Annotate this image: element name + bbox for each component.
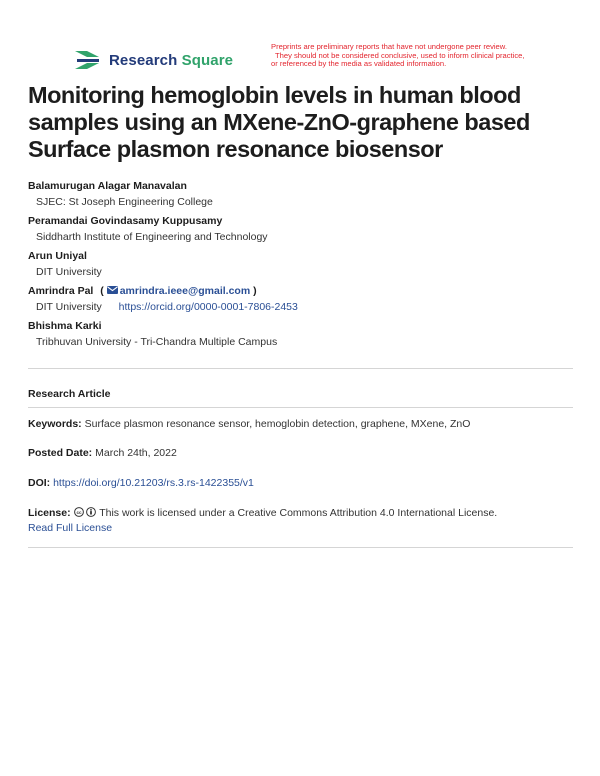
cc-by-icon <box>86 507 96 517</box>
author-affiliation: DIT University <box>36 266 102 278</box>
author-affiliation: Siddharth Institute of Engineering and Technology <box>36 231 268 243</box>
research-square-logo-icon <box>73 48 103 72</box>
read-full-license-link[interactable]: Read Full License <box>28 522 113 534</box>
author-name: Arun Uniyal <box>28 250 87 262</box>
logo-brand-square: Square <box>181 51 234 69</box>
logo-text <box>109 52 233 69</box>
section-divider <box>28 368 573 369</box>
author-list <box>28 179 573 354</box>
section-divider <box>28 547 573 548</box>
posted-date-value: March 24th, 2022 <box>95 447 177 459</box>
author-entry <box>28 319 573 351</box>
research-square-logo[interactable] <box>73 48 233 72</box>
author-affiliation: SJEC: St Joseph Engineering College <box>36 196 213 208</box>
author-name: Bhishma Karki <box>28 320 102 332</box>
author-email-link[interactable]: amrindra.ieee@gmail.com <box>119 285 251 297</box>
keywords-label: Keywords: <box>28 418 82 430</box>
notice-line: Preprints are preliminary reports that have not undergone peer review. <box>271 42 507 51</box>
author-affiliation: Tribhuvan University - Tri-Chandra Multiple Campus <box>36 336 278 348</box>
preprint-notice <box>271 43 541 69</box>
author-name: Balamurugan Alagar Manavalan <box>28 180 187 192</box>
page-header <box>0 0 600 84</box>
email-paren-close: ) <box>253 285 257 297</box>
svg-text:cc: cc <box>75 509 82 515</box>
author-affiliation-row <box>28 299 573 316</box>
license-text: This work is licensed under a Creative Commons Attribution 4.0 International License. <box>99 507 498 519</box>
author-name: Peramandai Govindasamy Kuppusamy <box>28 215 223 227</box>
paper-title <box>28 82 573 163</box>
posted-date-label: Posted Date: <box>28 447 93 459</box>
author-name-row <box>28 284 573 299</box>
doi-link[interactable]: https://doi.org/10.21203/rs.3.rs-1422355/v1 <box>53 477 254 489</box>
posted-date-row <box>28 446 573 461</box>
notice-line: or referenced by the media as validated information. <box>271 59 447 69</box>
notice-line: They should not be considered conclusive, used to inform clinical practice, <box>275 50 525 60</box>
mail-icon <box>107 286 118 294</box>
license-row <box>28 506 573 536</box>
doi-row <box>28 476 573 491</box>
author-entry <box>28 249 573 281</box>
author-affiliation: DIT University <box>36 301 102 313</box>
keywords-row <box>28 417 573 432</box>
article-type-label: Research Article <box>28 388 111 400</box>
section-divider <box>28 407 573 408</box>
title-line: samples using an MXene-ZnO-graphene based <box>28 109 530 135</box>
author-entry <box>28 214 573 246</box>
article-type <box>28 387 573 402</box>
author-name: Amrindra Pal <box>28 285 94 297</box>
email-paren-open: ( <box>100 285 104 297</box>
logo-brand-research: Research <box>109 51 178 69</box>
author-entry <box>28 284 573 316</box>
license-label: License: <box>28 507 71 519</box>
doi-label: DOI: <box>28 477 51 489</box>
author-entry <box>28 179 573 211</box>
cc-icon <box>74 507 84 517</box>
orcid-link[interactable]: https://orcid.org/0000-0001-7806-2453 <box>118 301 298 313</box>
title-line: Monitoring hemoglobin levels in human blood <box>28 82 521 108</box>
title-line: Surface plasmon resonance biosensor <box>28 136 443 162</box>
keywords-value: Surface plasmon resonance sensor, hemoglobin detection, graphene, MXene, ZnO <box>84 418 471 430</box>
